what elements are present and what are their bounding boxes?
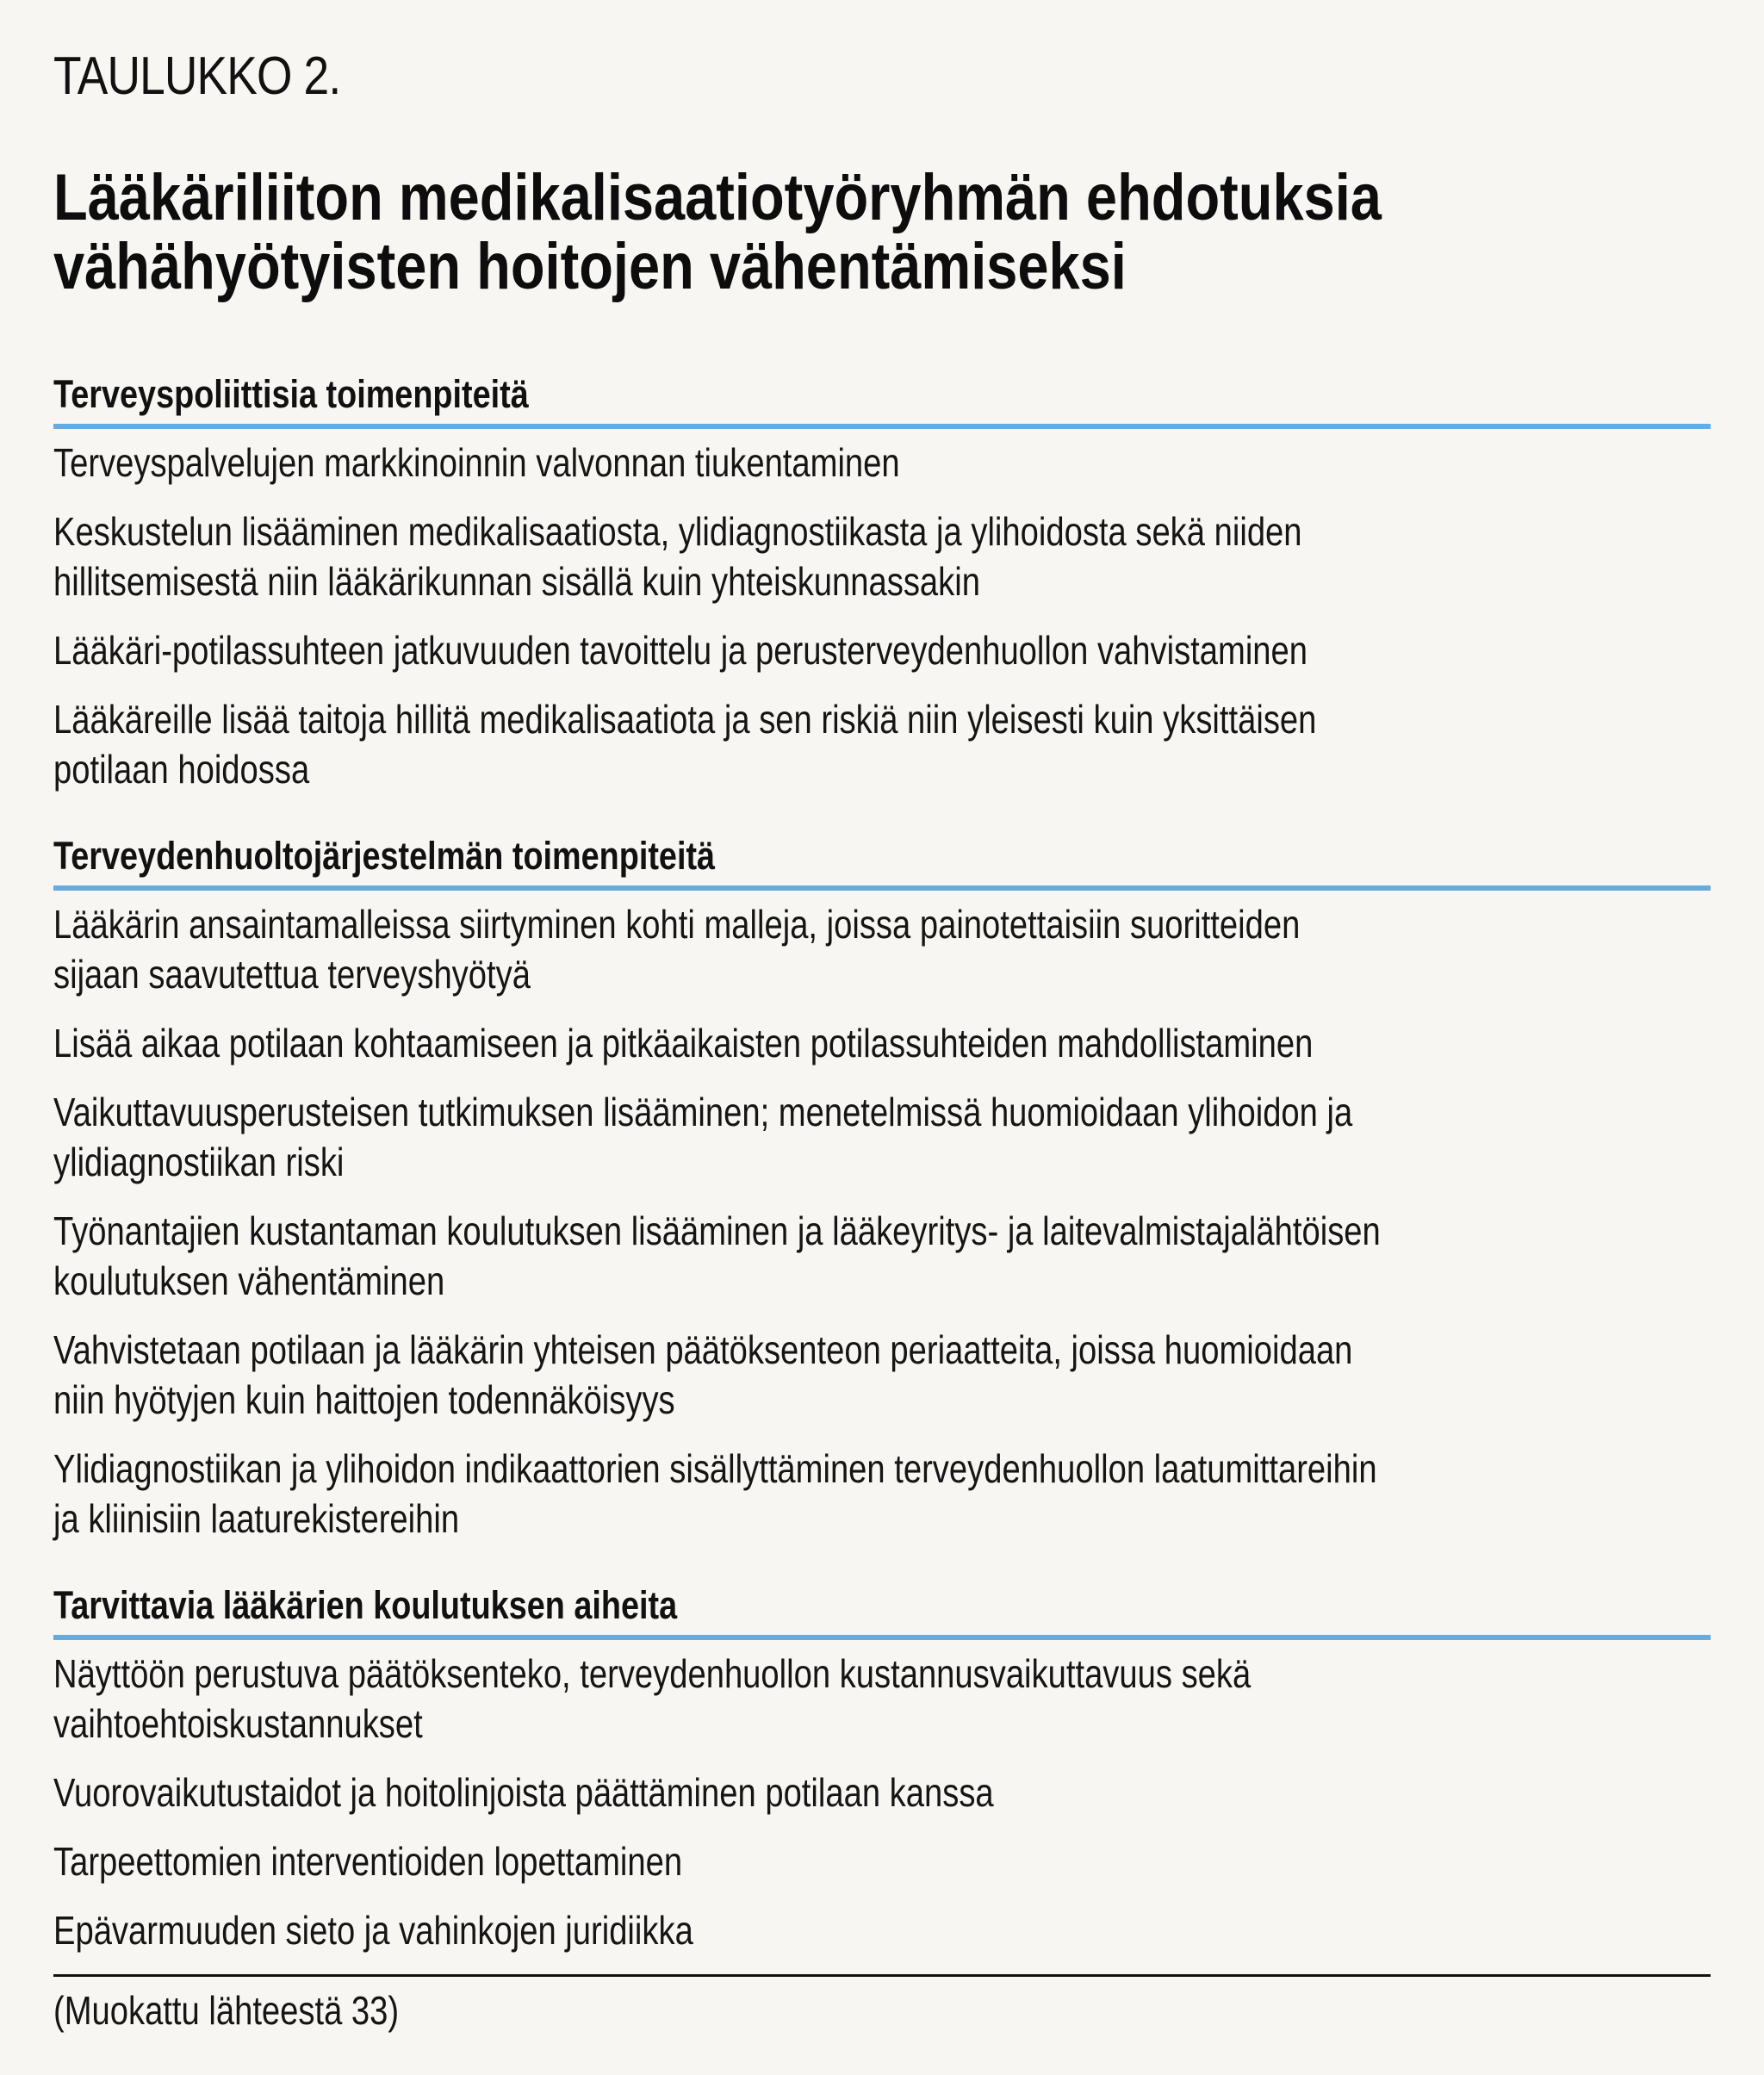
list-item-text: niin hyötyjen kuin haittojen todennäköisyys [53, 1377, 675, 1422]
list-item-text: Vahvistetaan potilaan ja lääkärin yhteisen päätöksenteon periaatteita, joissa huomioidaan [53, 1327, 1353, 1372]
list-item [53, 506, 1711, 606]
list-item [53, 899, 1711, 999]
section-divider [53, 1635, 1711, 1640]
list-item-text: Lisää aikaa potilaan kohtaamiseen ja pitkäaikaisten potilassuhteiden mahdollistaminen [53, 1021, 1314, 1065]
list-item-text: Työnantajien kustantaman koulutuksen lisääminen ja lääkeyritys- ja laitevalmistajalähtöisen [53, 1208, 1381, 1253]
list-item-text: Tarpeettomien interventioiden lopettaminen [53, 1839, 683, 1884]
list-item [53, 1649, 1711, 1749]
list-item-text: Vaikuttavuusperusteisen tutkimuksen lisääminen; menetelmissä huomioidaan ylihoidon ja [53, 1090, 1353, 1134]
list-item [53, 1836, 1711, 1886]
table-title [53, 161, 1382, 303]
section [53, 830, 1711, 1544]
list-item-text: Näyttöön perustuva päätöksenteko, terveydenhuollon kustannusvaikuttavuus sekä [53, 1651, 1252, 1696]
list-item-text: koulutuksen vähentäminen [53, 1258, 445, 1303]
section-divider [53, 885, 1711, 891]
list-item [53, 1325, 1711, 1425]
section-header [53, 1580, 1711, 1631]
list-item [53, 1905, 1711, 1955]
section-header-text: Tarvittavia lääkärien koulutuksen aiheita [53, 1583, 678, 1627]
source-note: (Muokattu lähteestä 33) [53, 1988, 400, 2033]
table-bottom-rule [53, 1974, 1711, 1977]
list-item-text: ylidiagnostiikan riski [53, 1140, 345, 1184]
list-item-text: Keskustelun lisääminen medikalisaatiosta, ylidiagnostiikasta ja ylihoidosta sekä niiden [53, 509, 1302, 554]
table-footer [53, 1985, 1711, 2035]
list-item-text: Terveyspalvelujen markkinoinnin valvonnan tiukentaminen [53, 440, 900, 485]
section-header [53, 830, 1711, 882]
list-item [53, 1206, 1711, 1306]
list-item [53, 694, 1711, 794]
list-item-text: Vuorovaikutustaidot ja hoitolinjoista päättäminen potilaan kanssa [53, 1770, 994, 1815]
list-item-text: ja kliinisiin laaturekistereihin [53, 1496, 460, 1541]
list-item-text: Epävarmuuden sieto ja vahinkojen juridiikka [53, 1908, 693, 1953]
section [53, 369, 1711, 794]
table-title-line: vähähyötyisten hoitojen vähentämiseksi [53, 230, 1127, 303]
section [53, 1580, 1711, 1955]
list-item-text: Lääkäri-potilassuhteen jatkuvuuden tavoittelu ja perusterveydenhuollon vahvistaminen [53, 628, 1308, 673]
list-item [53, 625, 1711, 675]
table-body [53, 369, 1711, 2035]
list-item-text: hillitsemisestä niin lääkärikunnan sisällä kuin yhteiskunnassakin [53, 559, 980, 604]
section-header-text: Terveydenhuoltojärjestelmän toimenpiteitä [53, 834, 716, 878]
list-item [53, 438, 1711, 488]
list-item-text: Lääkärin ansaintamalleissa siirtyminen kohti malleja, joissa painotettaisiin suoritteiden [53, 902, 1301, 947]
list-item-text: sijaan saavutettua terveyshyötyä [53, 952, 531, 997]
section-divider [53, 424, 1711, 429]
list-item [53, 1018, 1711, 1068]
list-item-text: Ylidiagnostiikan ja ylihoidon indikaattorien sisällyttäminen terveydenhuollon laatumittareihin [53, 1446, 1377, 1491]
list-item [53, 1767, 1711, 1817]
table-label: TAULUKKO 2. [53, 47, 341, 106]
list-item [53, 1087, 1711, 1187]
list-item [53, 1444, 1711, 1544]
table-title-line: Lääkäriliiton medikalisaatiotyöryhmän ehdotuksia [53, 161, 1382, 234]
section-header-text: Terveyspoliittisia toimenpiteitä [53, 372, 529, 416]
list-item-text: potilaan hoidossa [53, 747, 310, 792]
list-item-text: vaihtoehtoiskustannukset [53, 1701, 423, 1746]
list-item-text: Lääkäreille lisää taitoja hillitä medikalisaatiota ja sen riskiä niin yleisesti kuin yksittäisen [53, 697, 1317, 742]
section-header [53, 369, 1711, 420]
